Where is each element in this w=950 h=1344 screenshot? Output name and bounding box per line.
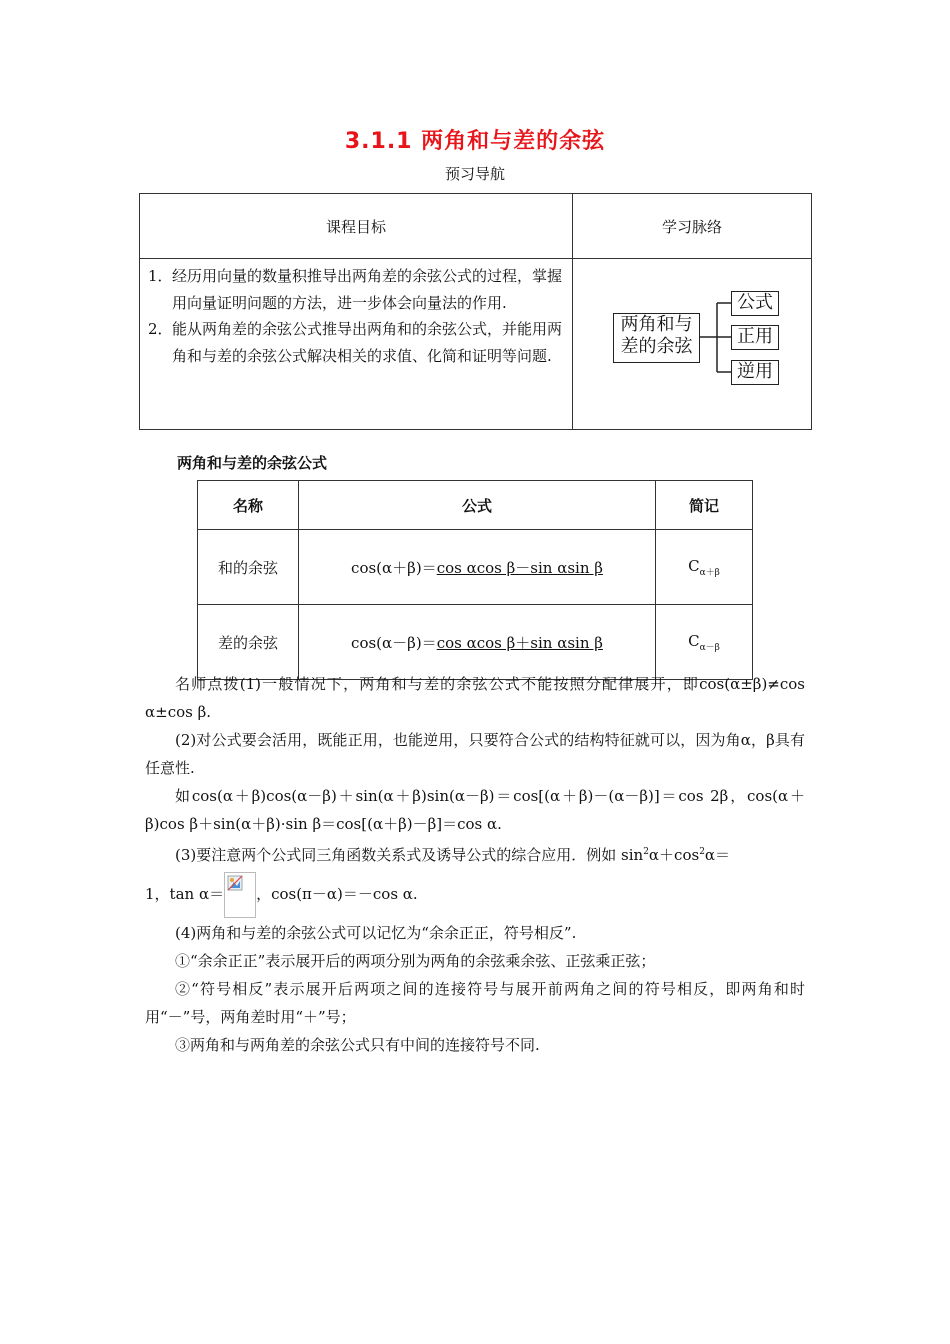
header-name: 名称: [198, 481, 299, 530]
note-text: 1，tan α＝: [145, 885, 225, 903]
note-paragraph: ③两角和与两角差的余弦公式只有中间的连接符号不同.: [175, 1036, 540, 1054]
note-paragraph: ②“符号相反”表示展开后两项之间的连接符号与展开前两角之间的符号相反，即两角和时用“－”号，两角差时用“＋”号；: [145, 980, 805, 1026]
mindmap-root: [613, 313, 700, 363]
note-text: α＝: [704, 846, 731, 864]
mindmap-branch-reverse: 逆用: [731, 360, 779, 385]
row-abbr: [656, 605, 753, 680]
abbr-subscript: α＋β: [699, 567, 720, 578]
abbr-letter: C: [688, 631, 700, 650]
goal-item: [148, 316, 562, 369]
note-paragraph: (4)两角和与差的余弦公式可以记忆为“余余正正，符号相反”.: [175, 924, 577, 942]
note-paragraph: [145, 838, 805, 869]
formula-lhs: cos(α＋β)＝: [351, 558, 437, 577]
row-name: 差的余弦: [198, 605, 299, 680]
goals-cell: [140, 259, 573, 430]
table-row: [198, 605, 753, 680]
mindmap: [574, 261, 810, 427]
preview-nav-table: [139, 193, 812, 430]
row-formula: [299, 530, 656, 605]
formula-table: [197, 480, 753, 680]
goal-number: 2．: [148, 320, 173, 338]
context-header: 学习脉络: [573, 194, 812, 259]
broken-image-icon: [225, 873, 255, 917]
page-title: 3.1.1 两角和与差的余弦: [344, 129, 606, 154]
formula-rhs: cos αcos β＋sin αsin β: [436, 633, 603, 652]
row-formula: [299, 605, 656, 680]
note-text: (3)要注意两个公式同三角函数关系式及诱导公式的综合应用．例如 sin: [175, 846, 644, 864]
formula-rhs: cos αcos β－sin αsin β: [436, 558, 603, 577]
abbr-letter: C: [688, 556, 700, 575]
superscript: 2: [643, 847, 649, 857]
header-abbr: 简记: [656, 481, 753, 530]
mindmap-cell: [573, 259, 812, 430]
mindmap-branch-forward: 正用: [731, 325, 779, 350]
goal-number: 1．: [148, 267, 173, 285]
note-paragraph: ①“余余正正”表示展开后的两项分别为两角的余弦乘余弦、正弦乘正弦；: [175, 952, 656, 970]
note-paragraph: 如cos(α＋β)cos(α－β)＋sin(α＋β)sin(α－β)＝cos[(α＋β)－(α－β)]＝cos 2β，cos(α＋β)cos β＋sin(α＋β)·sin β＝cos[(α＋β)－β]＝cos α.: [145, 787, 805, 833]
note-paragraph: (2)对公式要会活用，既能正用，也能逆用，只要符合公式的结构特征就可以，因为角α，β具有任意性.: [145, 731, 805, 777]
row-name: 和的余弦: [198, 530, 299, 605]
goal-text: 能从两角差的余弦公式推导出两角和的余弦公式，并能用两角和与差的余弦公式解决相关的求值、化简和证明等问题.: [172, 320, 563, 365]
header-formula: 公式: [299, 481, 656, 530]
table-row: [198, 530, 753, 605]
note-text: α＋cos: [648, 846, 700, 864]
notes-body: [145, 670, 805, 1059]
note-paragraph: 名师点拨(1)一般情况下，两角和与差的余弦公式不能按照分配律展开，即cos(α±β)≠cos α±cos β.: [145, 675, 805, 721]
formula-lhs: cos(α－β)＝: [351, 633, 437, 652]
mindmap-root-line1: 两角和与: [620, 314, 693, 335]
abbr-subscript: α－β: [699, 642, 720, 653]
mindmap-branch-formula: 公式: [731, 291, 779, 316]
fraction-image-placeholder: [224, 872, 256, 918]
note-text: ，cos(π－α)＝－cos α.: [256, 885, 418, 903]
formula-section-heading: 两角和与差的余弦公式: [177, 454, 328, 472]
mindmap-root-line2: 差的余弦: [620, 336, 693, 357]
goal-item: [148, 263, 562, 316]
page-subtitle: 预习导航: [444, 165, 505, 183]
superscript: 2: [699, 847, 705, 857]
note-paragraph: [145, 869, 805, 919]
goals-header: 课程目标: [140, 194, 573, 259]
goal-text: 经历用向量的数量积推导出两角差的余弦公式的过程，掌握用向量证明问题的方法，进一步体会向量法的作用.: [172, 267, 563, 312]
row-abbr: [656, 530, 753, 605]
